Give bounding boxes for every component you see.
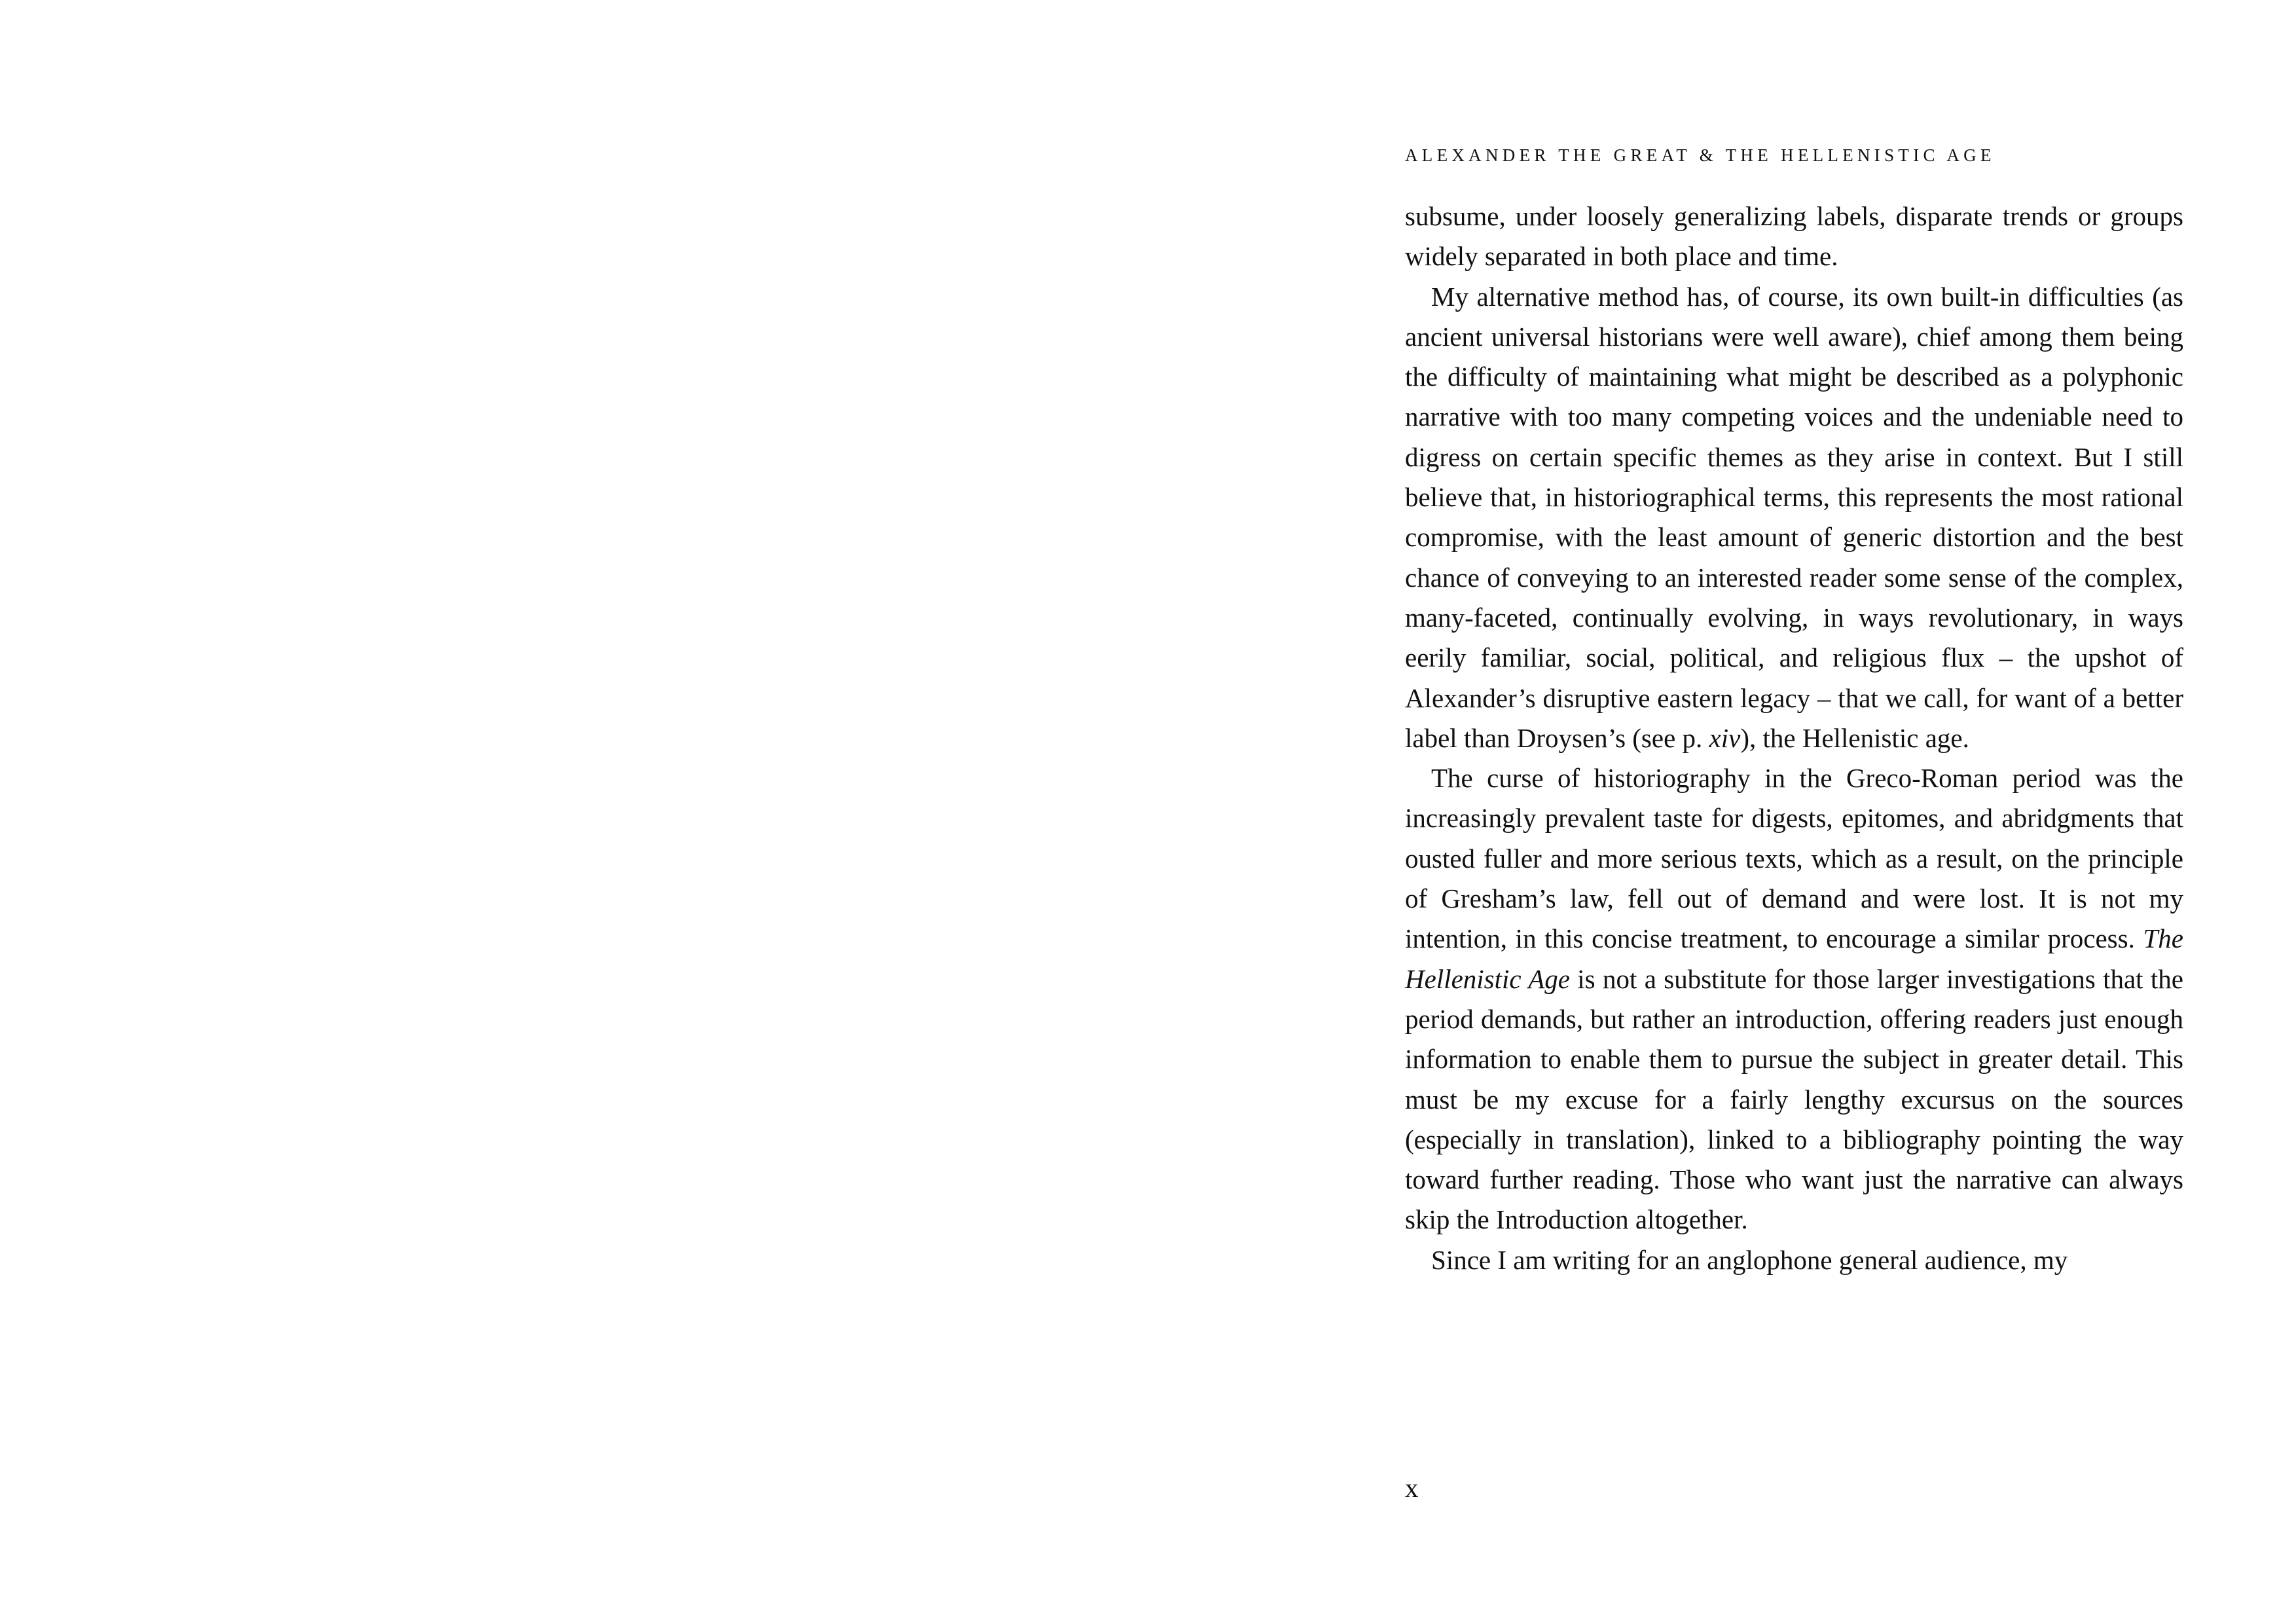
running-head: ALEXANDER THE GREAT & THE HELLENISTIC AGE xyxy=(1405,145,1995,165)
book-title-italic: The Hellenistic Age xyxy=(1405,923,2183,994)
paragraph-continuation: subsume, under loosely generalizing labels, disparate trends or groups widely separated in both place and time. xyxy=(1405,201,2183,272)
paragraph-text: is not a substitute for those larger investigations that the period demands, but rather an introduction, offering readers just enough information to enable them to pursue the subject in greater detail. This must be my excuse for a fairly lengthy excursus on the sources (especially in translation), linked to a bibliography pointing the way toward further reading. Those who want just the narrative can always skip the Introduction altogether. xyxy=(1405,963,2183,1235)
page-number: x xyxy=(1405,1473,1419,1503)
paragraph-curse-of-historiography xyxy=(1405,758,2183,1240)
page-reference-italic: xiv xyxy=(1709,722,1741,753)
paragraph-anglophone-audience: Since I am writing for an anglophone general audience, my xyxy=(1431,1244,2068,1275)
paragraph-text: ), the Hellenistic age. xyxy=(1740,722,1969,753)
body-text xyxy=(1405,196,2183,1280)
right-page xyxy=(1405,0,2184,1624)
paragraph-alternative-method xyxy=(1405,277,2183,759)
paragraph-text: The curse of historiography in the Greco-Roman period was the increasingly prevalent taste for digests, epitomes, and abridgments that ousted fuller and more serious texts, which as a result, on the principle of Gresham’s law, fell out of demand and were lost. It is not my intention, in this concise treatment, to encourage a similar process. xyxy=(1405,763,2183,954)
paragraph-text: My alternative method has, of course, its own built-in difficulties (as ancient universal historians were well aware), chief among them being the difficulty of maintaining what might be described as a polyphonic narrative with too many competing voices and the undeniable need to digress on certain specific themes as they arise in context. But I still believe that, in historiographical terms, this represents the most rational compromise, with the least amount of generic distortion and the best chance of conveying to an interested reader some sense of the complex, many-faceted, continually evolving, in ways revolutionary, in ways eerily familiar, social, political, and religious flux – the upshot of Alexander’s disruptive eastern legacy – that we call, for want of a better label than Droysen’s (see p. xyxy=(1405,281,2183,753)
